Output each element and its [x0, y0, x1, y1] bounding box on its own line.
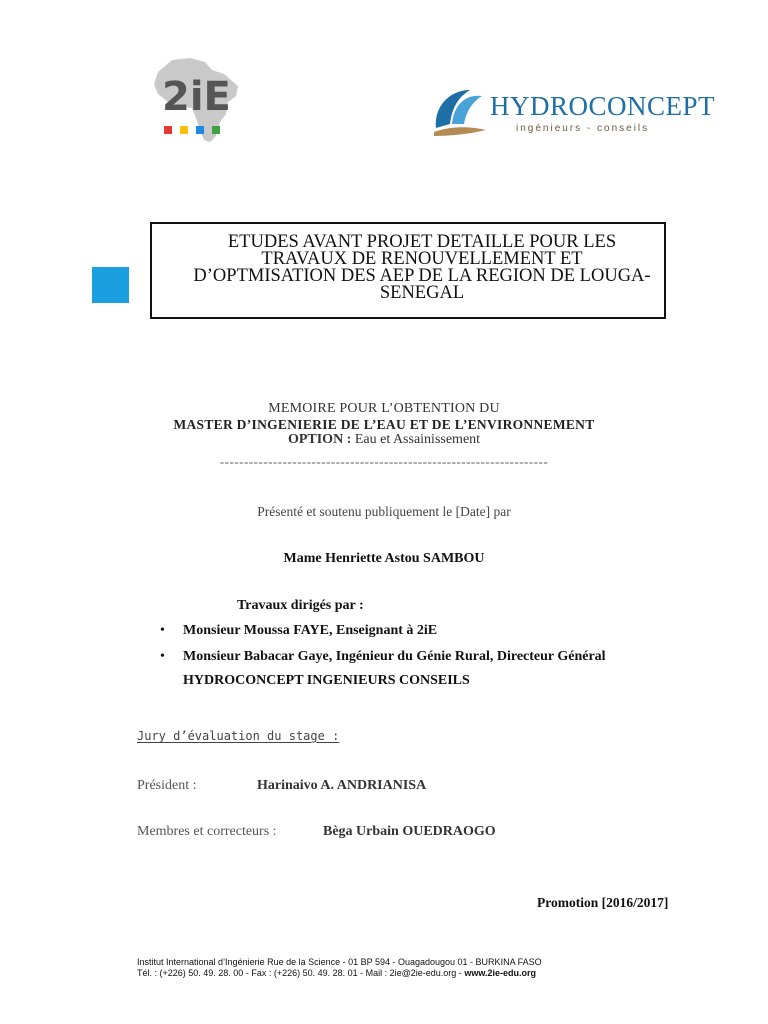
option-label: OPTION : [287, 432, 352, 447]
promotion-year: Promotion [2016/2017] [537, 895, 669, 910]
accent-square [92, 267, 129, 303]
hydro-word-main: HYDRO [490, 91, 589, 121]
bullet-icon: • [160, 649, 165, 664]
hydro-wordmark [490, 91, 715, 122]
footer-contact-text: Tél. : (+226) 50. 49. 28. 00 - Fax : (+226) 50. 49. 28. 01 - Mail : 2ie@2ie-edu.org - [137, 968, 465, 978]
hydroconcept-logo [430, 82, 716, 142]
jury-heading: Jury d’évaluation du stage : [137, 729, 340, 743]
logo-2ie-text: 2iE [162, 74, 231, 120]
supervision-heading: Travaux dirigés par : [237, 598, 364, 613]
members-name: Bèga Urbain OUEDRAOGO [323, 824, 496, 839]
supervisor-item-1: Monsieur Moussa FAYE, Enseignant à 2iE [183, 623, 438, 638]
master-line: MASTER D’INGENIERIE DE L’EAU ET DE L’ENVIRONNEMENT [173, 417, 595, 432]
logo-dot-yellow [180, 126, 188, 134]
president-label: Président : [137, 778, 197, 793]
2ie-logo [150, 56, 242, 144]
bullet-icon: • [160, 623, 165, 638]
footer-contact [137, 968, 536, 978]
option-line [0, 432, 768, 448]
president-name: Harinaivo A. ANDRIANISA [257, 778, 427, 793]
supervisor-item-2: Monsieur Babacar Gaye, Ingénieur du Génie Rural, Directeur Général [183, 649, 606, 664]
document-title: ETUDES AVANT PROJET DETAILLE POUR LES TRAVAUX DE RENOUVELLEMENT ET D’OPTMISATION DES AEP DE LA REGION DE LOUGA-SENEGAL [193, 231, 651, 303]
separator-line: -------------------------------------------------------------------- [219, 454, 549, 469]
footer-website-link[interactable]: www.2ie-edu.org [464, 968, 536, 978]
author-name: Mame Henriette Astou SAMBOU [283, 551, 485, 566]
logo-dot-red [164, 126, 172, 134]
footer-address: Institut International d’Ingénierie Rue de la Science - 01 BP 594 - Ouagadougou 01 - BURKINA FASO [137, 957, 542, 967]
title-box [150, 222, 666, 319]
presentation-text: Présenté et soutenu publiquement le [Date] par [257, 504, 511, 519]
hydro-swoosh-icon [430, 84, 488, 140]
hydro-word-second: CONCEPT [588, 91, 716, 121]
option-value: Eau et Assainissement [351, 432, 481, 447]
hydro-tagline: ingénieurs - conseils [516, 123, 650, 134]
logo-dot-blue [196, 126, 204, 134]
supervisor-item-2-continuation: HYDROCONCEPT INGENIEURS CONSEILS [183, 673, 470, 688]
members-label: Membres et correcteurs : [137, 824, 277, 839]
memoire-line: MEMOIRE POUR L’OBTENTION DU [268, 401, 500, 416]
logo-dot-green [212, 126, 220, 134]
